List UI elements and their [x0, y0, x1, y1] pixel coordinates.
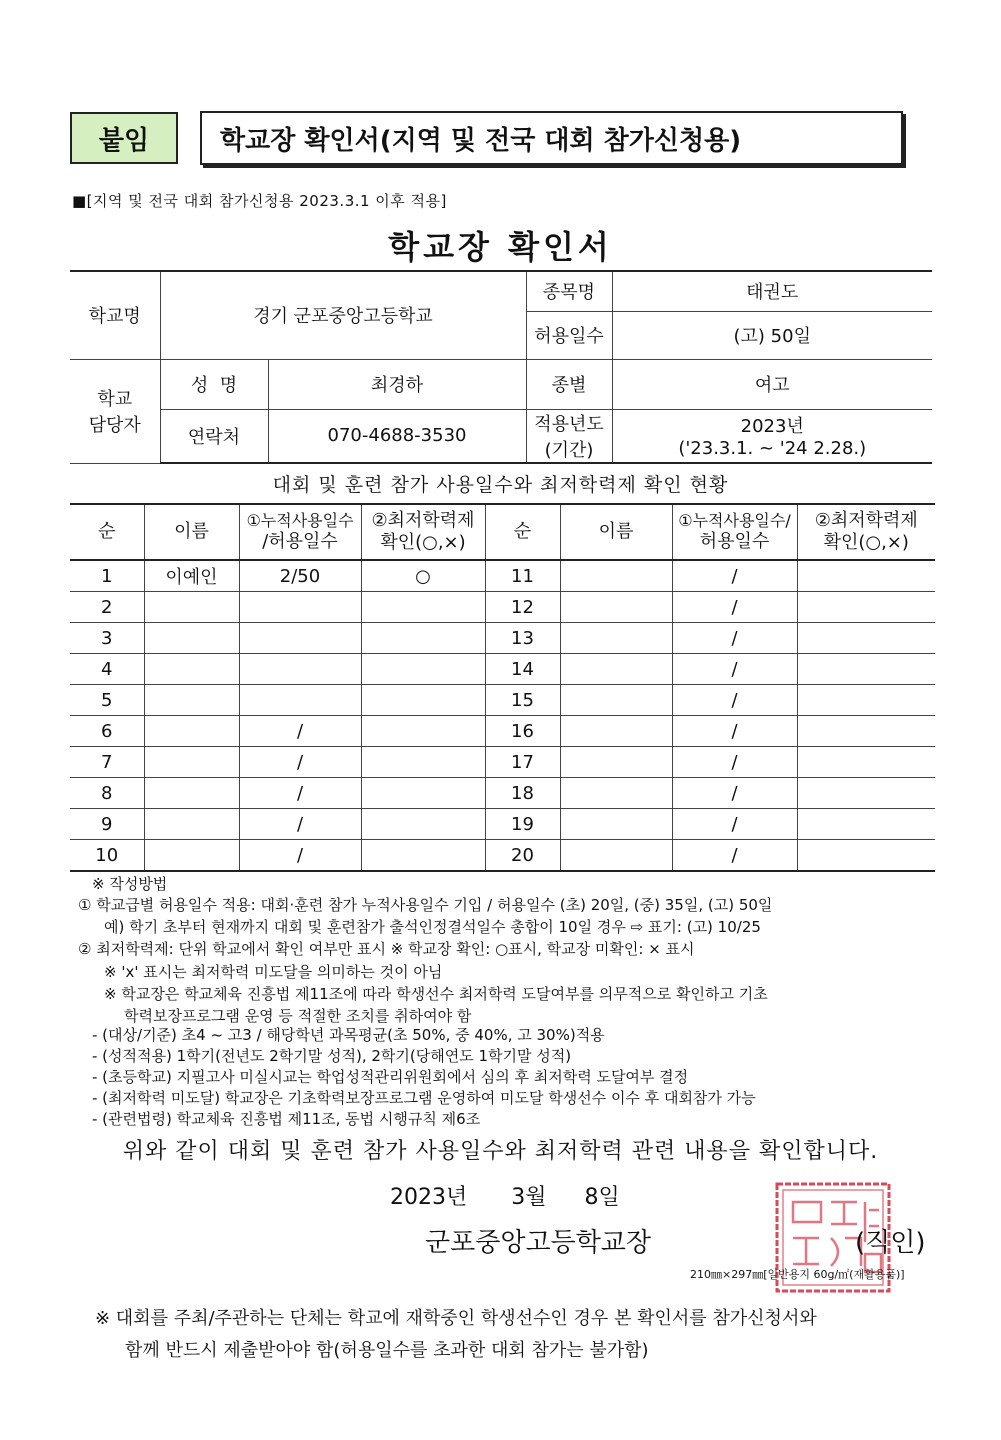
row-name-left	[144, 592, 239, 623]
note-allowed-days: ① 학교급별 허용일수 적용: 대회·훈련 참가 누적사용일수 기입 / 허용일수 (초) 20일, (중) 35일, (고) 50일	[78, 896, 773, 914]
row-days-right: /	[672, 623, 797, 654]
row-days-left: /	[239, 778, 361, 809]
method-title: ※ 작성방법	[92, 875, 168, 893]
header-academic-right	[797, 504, 935, 560]
header-days-left-line1: ①누적사용일수	[246, 510, 354, 530]
detail-law: - (관련법령) 학교체육 진흥법 제11조, 동법 시행규칙 제6조	[92, 1110, 481, 1128]
row-academic-left	[361, 654, 485, 685]
header-days-right-line1: ①누적사용일수/	[678, 510, 791, 530]
row-no-left: 3	[70, 623, 144, 654]
detail-not-reached: - (최저학력 미도달) 학교장은 기초학력보장프로그램 운영하여 미도달 학생선수 이수 후 대회참가 가능	[92, 1089, 756, 1107]
row-academic-left	[361, 716, 485, 747]
row-days-right: /	[672, 840, 797, 872]
year-value-line1: 2023년	[740, 416, 804, 438]
row-academic-right	[797, 778, 935, 809]
school-name-value: 경기 군포중앙고등학교	[160, 271, 526, 359]
footer-note-line1: ※ 대회를 주최/주관하는 단체는 학교에 재학중인 학생선수인 경우 본 확인서를 참가신청서와	[95, 1308, 817, 1329]
row-name-right	[560, 809, 672, 840]
contact-label: 연락처	[160, 409, 268, 463]
header-days-left	[239, 504, 361, 560]
header-academic-left	[361, 504, 485, 560]
person-name-label: 성 명	[160, 359, 268, 409]
row-days-right: /	[672, 654, 797, 685]
row-name-left	[144, 809, 239, 840]
row-name-right	[560, 840, 672, 872]
row-no-left: 10	[70, 840, 144, 872]
row-name-right	[560, 685, 672, 716]
row-name-right	[560, 592, 672, 623]
info-table	[70, 270, 932, 464]
row-academic-right	[797, 685, 935, 716]
row-days-right: /	[672, 685, 797, 716]
row-no-right: 17	[485, 747, 560, 778]
table-row	[70, 592, 935, 623]
record-table	[70, 503, 935, 872]
row-days-left	[239, 623, 361, 654]
confirm-statement: 위와 같이 대회 및 훈련 참가 사용일수와 최저학력 관련 내용을 확인합니다.	[122, 1139, 879, 1164]
year-label-line1: 적용년도	[534, 413, 604, 435]
table-row	[70, 778, 935, 809]
table-row	[70, 623, 935, 654]
row-name-right	[560, 623, 672, 654]
manager-label	[70, 359, 160, 463]
table-row	[70, 654, 935, 685]
note-example: 예) 학기 초부터 현재까지 대회 및 훈련참가 출석인정결석일수 총합이 10일 경우 ⇨ 표기: (고) 10/25	[104, 918, 761, 936]
person-name-value: 최경하	[268, 359, 526, 409]
detail-target: - (대상/기준) 초4 ~ 고3 / 해당학년 과목평균(초 50%, 중 40%, 고 30%)적용	[92, 1026, 605, 1044]
header-name-right: 이름	[560, 504, 672, 560]
row-name-right	[560, 716, 672, 747]
school-name-label: 학교명	[70, 271, 160, 359]
table-row	[70, 560, 935, 592]
allowed-days-value: (고) 50일	[612, 311, 932, 359]
header-academic-left-line1: ②최저학력제	[371, 509, 475, 531]
table-row	[70, 747, 935, 778]
paper-spec: 210㎜×297㎜[일반용지 60g/㎡(재활용품)]	[690, 1268, 905, 1281]
header-days-right	[672, 504, 797, 560]
table-row	[70, 840, 935, 872]
note-academic: ② 최저학력제: 단위 학교에서 확인 여부만 표시 ※ 학교장 확인: ○표시, 학교장 미확인: × 표시	[78, 940, 695, 958]
row-name-left	[144, 840, 239, 872]
row-academic-left	[361, 809, 485, 840]
row-days-left: 2/50	[239, 560, 361, 592]
manager-label-line1: 학교	[97, 389, 133, 410]
row-name-left: 이예인	[144, 560, 239, 592]
detail-elementary: - (초등학교) 지필고사 미실시교는 학업성적관리위원회에서 심의 후 최저학력 도달여부 결정	[92, 1068, 689, 1086]
table-row	[70, 809, 935, 840]
sport-value: 태권도	[612, 271, 932, 311]
row-academic-right	[797, 809, 935, 840]
row-days-left	[239, 654, 361, 685]
note-principal-duty-1: ※ 학교장은 학교체육 진흥법 제11조에 따라 학생선수 최저학력 도달여부를 의무적으로 확인하고 기초	[104, 985, 768, 1003]
row-no-left: 1	[70, 560, 144, 592]
row-days-right: /	[672, 716, 797, 747]
table-row	[70, 685, 935, 716]
row-days-left: /	[239, 840, 361, 872]
detail-grades: - (성적적용) 1학기(전년도 2학기말 성적), 2학기(당해연도 1학기말 성적)	[92, 1047, 572, 1065]
row-academic-right	[797, 623, 935, 654]
row-academic-left	[361, 592, 485, 623]
table-row	[70, 716, 935, 747]
attachment-badge: 붙임	[70, 112, 178, 164]
row-no-right: 15	[485, 685, 560, 716]
year-value	[612, 409, 932, 463]
allowed-days-label: 허용일수	[526, 311, 612, 359]
row-no-right: 11	[485, 560, 560, 592]
row-academic-right	[797, 747, 935, 778]
header-name-left: 이름	[144, 504, 239, 560]
form-title-box	[200, 111, 903, 165]
manager-label-line2: 담당자	[88, 415, 141, 436]
issue-date	[390, 1180, 620, 1211]
row-no-right: 16	[485, 716, 560, 747]
row-name-left	[144, 716, 239, 747]
row-days-right: /	[672, 747, 797, 778]
header-days-left-line2: /허용일수	[262, 530, 338, 552]
row-days-right: /	[672, 592, 797, 623]
sport-label: 종목명	[526, 271, 612, 311]
date-day: 8일	[584, 1185, 620, 1210]
year-label-line2: (기간)	[544, 439, 594, 461]
row-academic-right	[797, 716, 935, 747]
category-value: 여고	[612, 359, 932, 409]
header-academic-right-line1: ②최저학력제	[814, 509, 918, 531]
row-no-left: 5	[70, 685, 144, 716]
contact-value: 070-4688-3530	[268, 409, 526, 463]
header-academic-right-line2: 확인(○,×)	[823, 532, 909, 553]
row-no-left: 4	[70, 654, 144, 685]
row-name-left	[144, 654, 239, 685]
applies-note: ■[지역 및 전국 대회 참가신청용 2023.3.1 이후 적용]	[72, 192, 447, 210]
footer-note-line2: 함께 반드시 제출받아야 함(허용일수를 초과한 대회 참가는 불가함)	[125, 1340, 649, 1361]
row-academic-right	[797, 560, 935, 592]
note-principal-duty-2: 학력보장프로그램 운영 등 적절한 조치를 취하여야 함	[124, 1007, 472, 1025]
date-year: 2023년	[390, 1185, 468, 1210]
header-academic-left-line2: 확인(○,×)	[380, 532, 466, 553]
row-no-left: 8	[70, 778, 144, 809]
section-title: 대회 및 훈련 참가 사용일수와 최저학력제 확인 현황	[272, 474, 729, 496]
row-name-left	[144, 778, 239, 809]
row-academic-left	[361, 623, 485, 654]
row-days-left	[239, 592, 361, 623]
row-days-left	[239, 685, 361, 716]
row-no-left: 9	[70, 809, 144, 840]
seal-label: (직인)	[855, 1228, 926, 1258]
header-days-right-line2: 허용일수	[699, 530, 770, 552]
document-title: 학교장 확인서	[388, 228, 613, 266]
row-no-right: 20	[485, 840, 560, 872]
row-no-left: 7	[70, 747, 144, 778]
date-month: 3월	[511, 1185, 547, 1210]
row-no-right: 18	[485, 778, 560, 809]
header-no-right: 순	[485, 504, 560, 560]
row-no-right: 19	[485, 809, 560, 840]
row-days-right: /	[672, 809, 797, 840]
row-academic-left: ○	[361, 560, 485, 592]
row-days-right: /	[672, 778, 797, 809]
row-days-left: /	[239, 716, 361, 747]
row-name-left	[144, 685, 239, 716]
year-label	[526, 409, 612, 463]
row-no-right: 14	[485, 654, 560, 685]
row-academic-left	[361, 747, 485, 778]
row-days-left: /	[239, 747, 361, 778]
row-name-left	[144, 623, 239, 654]
row-days-right: /	[672, 560, 797, 592]
row-academic-left	[361, 685, 485, 716]
row-no-left: 6	[70, 716, 144, 747]
row-no-right: 13	[485, 623, 560, 654]
row-name-right	[560, 560, 672, 592]
row-academic-right	[797, 840, 935, 872]
row-no-right: 12	[485, 592, 560, 623]
principal-name: 군포중앙고등학교장	[425, 1228, 652, 1258]
row-academic-right	[797, 592, 935, 623]
row-name-left	[144, 747, 239, 778]
row-academic-left	[361, 840, 485, 872]
row-academic-right	[797, 654, 935, 685]
category-label: 종별	[526, 359, 612, 409]
header-no-left: 순	[70, 504, 144, 560]
row-academic-left	[361, 778, 485, 809]
row-name-right	[560, 778, 672, 809]
form-title: 학교장 확인서(지역 및 전국 대회 참가신청용)	[220, 125, 742, 156]
row-no-left: 2	[70, 592, 144, 623]
year-value-line2: ('23.3.1. ~ '24 2.28.)	[678, 438, 867, 460]
row-days-left: /	[239, 809, 361, 840]
row-name-right	[560, 747, 672, 778]
row-name-right	[560, 654, 672, 685]
note-x-meaning: ※ 'x' 표시는 최저학력 미도달을 의미하는 것이 아님	[104, 963, 443, 981]
